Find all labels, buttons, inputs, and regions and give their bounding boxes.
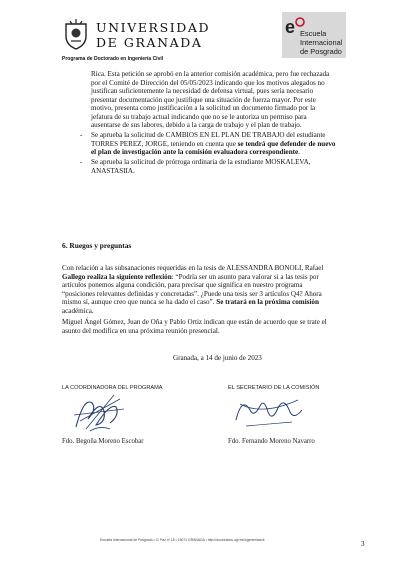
text-normal: . — [298, 148, 300, 156]
text-line: artículos ponemos alguna condición, para precisar que significa en nuestro programa — [62, 281, 303, 289]
school-name-line1: Escuela — [300, 29, 327, 38]
signature-right-name: Fdo. Fernando Moreno Navarro — [228, 438, 315, 445]
text-bold: se tendrá que defender de nuevo — [237, 139, 336, 148]
text-line: justifican suficientemente la necesidad de defensa virtual, pues sería necesario — [91, 87, 314, 95]
page-number: 3 — [361, 540, 365, 548]
text-line — [91, 148, 355, 157]
bullet-work-plan — [91, 131, 355, 157]
text-line — [62, 273, 356, 282]
text-bold: el plan de investigación ante la comisión evaluadora correspondiente — [91, 148, 299, 156]
text-line: jefatura de su trabajo actual indicando que no se le autoriza un permiso para — [91, 112, 307, 121]
text-line: “posiciones relevantes definidas y concretadas”. ¿Puede una tesis ser 3 artículos Q4? Ahora — [62, 289, 322, 298]
text-normal: mismo sí, aunque creo que nunca se ha dado el caso”. — [62, 298, 217, 306]
bullet-mark: - — [80, 158, 83, 166]
text-line: asunto del modifica en una próxima reunión presencial. — [62, 326, 220, 335]
text-line: Miguel Ángel Gómez, Juan de Oña y Pablo Ortiz indican que están de acuerdo que se trate el — [62, 318, 327, 326]
bullet-extension — [91, 158, 355, 175]
signature-left-label: LA COORDINADORA DEL PROGRAMA — [62, 385, 163, 391]
svg-text:e: e — [285, 17, 296, 37]
school-logo — [282, 12, 346, 58]
secretary-signature — [232, 390, 308, 430]
university-logo — [62, 18, 212, 52]
program-name: Programa de Doctorado en Ingeniería Civil — [62, 56, 164, 62]
text-line — [62, 298, 356, 307]
paragraph-agreement — [62, 318, 356, 335]
paragraph-thesis-reflection — [62, 264, 356, 315]
text-line: Rica. Esta petición se aprobó en la anterior comisión académica, pero fue rechazada — [91, 70, 330, 78]
university-crest-icon — [62, 18, 90, 50]
text-line: presentar documentación que justifique una situación de fuerza mayor. Por este — [91, 95, 316, 104]
text-line: académica. — [62, 306, 94, 315]
signature-right-label: EL SECRETARIO DE LA COMISIÓN — [228, 385, 320, 391]
bullet-mark: - — [80, 131, 83, 139]
school-name-line3: de Posgrado — [300, 47, 342, 56]
section-title-ruegos: 6. Ruegos y preguntas — [62, 241, 132, 250]
footer-address: Escuela Internacional de Posgrado • C/ Paz nº 18 • 18071 GRANADA • http://doctorados.ugr.es/ingenieriacivil — [100, 538, 265, 542]
text-normal: TORRES PEREZ, JORGE, teniendo en cuenta que — [91, 139, 238, 148]
paragraph-defense-request — [91, 70, 355, 130]
text-normal: : “Podría ser un asunto para valorar si a las tesis por — [171, 272, 319, 281]
date-place: Granada, a 14 de junio de 2023 — [173, 354, 262, 362]
text-line: Se aprueba la solicitud de CAMBIOS EN EL PLAN DE TRABAJO del estudiante — [91, 131, 326, 139]
text-bold: Gallego realiza la siguiente reflexión — [62, 272, 172, 281]
school-name-line2: Internacional — [300, 38, 343, 47]
coordinator-signature — [70, 389, 130, 435]
text-line: ausentarse de sus labores, debido a la carga de trabajo y el plan de trabajo. — [91, 121, 302, 129]
university-name-line1: UNIVERSIDAD — [96, 20, 211, 35]
university-name-line2: DE GRANADA — [96, 35, 203, 50]
text-bold: Se tratará en la próxima comisión — [216, 298, 319, 306]
text-line: por el Comité de Dirección del 05/05/2023 indicando que los motivos alegados no — [91, 78, 325, 87]
text-line: Se aprueba la solicitud de prórroga ordinaria de la estudiante MOSKALEVA, — [91, 158, 311, 166]
signature-left-name: Fdo. Begoña Moreno Escobar — [62, 438, 144, 445]
text-line: Con relación a las subsanaciones requeridas en la tesis de ALESSANDRA BONOLI, Rafael — [62, 264, 324, 272]
text-line: motivo, presenta como justificación a la solicitud un documento firmado por la — [91, 104, 316, 112]
text-line — [91, 140, 355, 149]
text-line: ANASTASIIA. — [91, 166, 135, 175]
